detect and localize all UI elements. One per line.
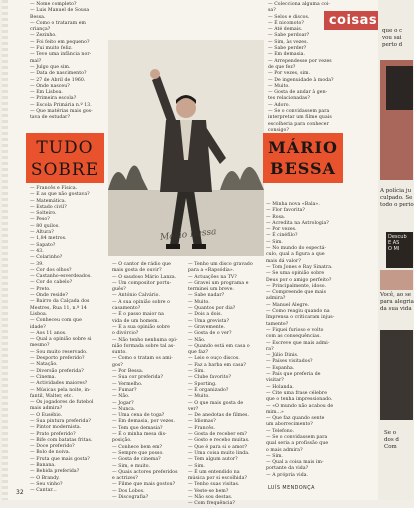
text-line: ver? bbox=[188, 406, 199, 412]
text-line: — Gosta de o ver? bbox=[188, 331, 232, 337]
text-line: — É organizado? bbox=[188, 387, 229, 393]
text-line: — Francês e Física. bbox=[30, 186, 78, 191]
text-line: tamente? bbox=[266, 321, 289, 327]
text-line: — Quando está em casa o bbox=[188, 343, 250, 349]
text-line: — Gosta de receber em? bbox=[188, 432, 247, 438]
text-line: — Muito. bbox=[188, 394, 210, 400]
title-left-line-1: TUDO bbox=[36, 138, 94, 158]
text-line: — De anedotas de filmes. bbox=[188, 413, 250, 419]
text-line: — Muito. bbox=[188, 299, 210, 305]
text-line: posição. bbox=[112, 438, 132, 444]
text-line: que faz? bbox=[188, 350, 209, 356]
text-line: — Bolo de noiva. bbox=[30, 450, 71, 456]
text-line: — Leio e ouço discos. bbox=[188, 356, 240, 362]
text-line: — 80 quilos. bbox=[30, 223, 60, 229]
text-line: que o c bbox=[382, 28, 403, 34]
text-line: culo, qual a figura a que bbox=[266, 252, 325, 258]
text-line: — Escreve que mais admi- bbox=[266, 340, 330, 346]
text-line: — Tem que demasia? bbox=[112, 425, 163, 431]
autograph: Mário Bessa bbox=[159, 227, 217, 243]
text-line: — E a sua opinião sobre bbox=[112, 324, 170, 330]
text-line: — Sporting. bbox=[188, 381, 217, 387]
gutter-shadow bbox=[2, 0, 8, 500]
text-line: — Fruta que mais gosta? bbox=[30, 456, 90, 462]
text-line: — Sua cor preferida? bbox=[112, 375, 164, 381]
text-line: — Diversão preferida? bbox=[30, 368, 84, 374]
text-line: vou sai bbox=[382, 35, 402, 41]
text-line: — Músicas pela noite, in- bbox=[30, 387, 91, 393]
text-line: — Desporto preferido? bbox=[30, 356, 85, 362]
text-line: — Francês. bbox=[188, 425, 216, 431]
text-line: — Não. bbox=[112, 394, 130, 400]
text-line: visitar? bbox=[266, 378, 284, 384]
text-line: Deus por o amigo perfeito? bbox=[266, 277, 332, 283]
text-line: — Os jogadores de futebol bbox=[30, 400, 94, 406]
text-line: de que fez? bbox=[268, 64, 296, 70]
text-line: — Acredita na Astrologia? bbox=[266, 220, 329, 226]
text-line: qual seria a profissão que bbox=[266, 441, 329, 447]
text-line: — Se uma opinião sobre bbox=[266, 271, 325, 277]
text-line: — Seu vinho? bbox=[30, 481, 63, 487]
text-line: — Dois a dois. bbox=[188, 312, 223, 318]
next-page-photo-2 bbox=[380, 270, 413, 290]
text-line: — O saudoso Mário Lanza. bbox=[112, 274, 177, 280]
text-line: — 1,84 metros. bbox=[30, 236, 67, 242]
text-line: — O cantor de rádio que bbox=[112, 262, 171, 267]
text-line: ra? bbox=[266, 346, 274, 352]
text-line: — Que é para si o amor? bbox=[188, 444, 248, 450]
text-line: — Compreende que mais bbox=[266, 290, 327, 296]
text-line: um aborrecimento? bbox=[266, 422, 313, 428]
text-line: — Como reagiu quando na bbox=[266, 309, 330, 315]
text-line: — Sim. bbox=[266, 453, 283, 459]
page-number: 32 bbox=[16, 489, 24, 496]
text-line: — Fumar? bbox=[112, 387, 137, 393]
text-line: — Data de nascimento? bbox=[30, 71, 87, 77]
title-right-line-1: MÁRIO bbox=[268, 138, 338, 157]
text-line: — Sim. bbox=[266, 239, 283, 245]
text-line: Imprensa o criticaram injus- bbox=[266, 315, 335, 321]
text-line: tava de estudar? bbox=[30, 115, 70, 121]
text-line: — É cinéfilo? bbox=[266, 233, 298, 239]
text-line: mais admira? bbox=[30, 406, 63, 412]
text-line: — Sim, às vezes. bbox=[268, 39, 309, 45]
text-line: — Nunca. bbox=[112, 406, 136, 412]
next-page-text-mid bbox=[380, 188, 414, 209]
text-line: — Fui muito feliz. bbox=[30, 46, 73, 52]
next-page-badge bbox=[386, 232, 413, 268]
text-line: — É o minha mesa dis- bbox=[112, 432, 167, 438]
text-line: casamento? bbox=[112, 306, 141, 312]
text-line: Mestres, Rua 11, n.º 14 bbox=[30, 305, 87, 311]
text-line: — Como o tratam os ami- bbox=[112, 356, 173, 362]
text-line: — Filme que mais gostou? bbox=[112, 482, 176, 488]
column-5 bbox=[266, 202, 346, 479]
text-line: — A sua opinião sobre o bbox=[112, 299, 170, 305]
text-line: — Um compositor portu- bbox=[112, 280, 172, 286]
text-line: — Cor do cabelo? bbox=[30, 280, 73, 286]
text-line: — Gravei um programa e bbox=[188, 280, 249, 286]
text-line: — Aos 11 anos. bbox=[30, 330, 67, 336]
text-line: — Tom Jones e Ray Sinatra. bbox=[266, 264, 333, 270]
text-line: — «O mundo não acabou de bbox=[266, 403, 334, 409]
text-line: — No mundo do espectá- bbox=[266, 246, 327, 252]
text-line: — Sempre que posso. bbox=[112, 450, 164, 456]
text-line: — Teve uma infância nor- bbox=[30, 52, 92, 58]
text-line: — Sim, e muito. bbox=[112, 463, 151, 469]
text-line: sa? bbox=[268, 8, 276, 14]
text-line: — Uma coisa muito linda. bbox=[188, 450, 250, 456]
text-line: — Quais actores preferidos bbox=[112, 469, 178, 475]
text-line: idade? bbox=[30, 324, 46, 330]
text-line: — Manuel Alegre. bbox=[266, 302, 310, 308]
text-line: — Jogar? bbox=[112, 400, 134, 406]
text-line: — Zezinho. bbox=[30, 33, 57, 39]
text-line: — Actuações na TV? bbox=[188, 274, 237, 280]
text-line: — Cantar... bbox=[30, 488, 57, 494]
text-line: mais gosta de ouvir? bbox=[112, 268, 162, 274]
text-line: — Por vezes. bbox=[266, 227, 297, 233]
text-line: — Quantos por dia? bbox=[188, 306, 236, 312]
text-line: Com bbox=[384, 444, 397, 450]
text-line: — Conhece bem em? bbox=[112, 444, 163, 450]
text-line: — Pintor modernista. bbox=[30, 425, 82, 431]
text-line: — E as que não gostava? bbox=[30, 192, 90, 198]
text-line: — País que preferia de bbox=[266, 372, 321, 378]
text-line: E AS bbox=[388, 240, 400, 246]
text-line: — Qual a opinião sobre si bbox=[30, 337, 92, 343]
text-line: — 39. bbox=[30, 261, 44, 267]
text-line: — Se o convidassem para bbox=[266, 434, 328, 440]
text-line: — O Eusébio. bbox=[30, 412, 63, 418]
text-line: música por si escolhida? bbox=[188, 476, 247, 482]
text-line: — Uma grevista? bbox=[188, 318, 230, 324]
text-line: — Não. bbox=[188, 337, 206, 343]
text-line: — Em Lisboa. bbox=[30, 90, 63, 96]
column-2-top bbox=[268, 2, 342, 134]
text-line: — Sapato? bbox=[30, 242, 56, 248]
text-line: tes relacionadas? bbox=[268, 96, 310, 102]
text-line: fantil, Walter, etc. bbox=[30, 393, 74, 399]
text-line: — 27 de Abril de 1960. bbox=[30, 77, 86, 83]
text-line: admira? bbox=[266, 296, 286, 302]
text-line: — Tem algum autor? bbox=[188, 457, 238, 463]
text-line: — Países visitados? bbox=[266, 359, 313, 365]
author-byline: LUÍS MENDONÇA bbox=[268, 486, 315, 491]
text-line: — Colarinho? bbox=[30, 255, 63, 261]
text-line: — Onde nasceu? bbox=[30, 83, 70, 89]
text-line: perto d bbox=[382, 42, 403, 48]
column-1-top bbox=[30, 2, 106, 122]
text-line: — Até demais. bbox=[268, 27, 303, 33]
text-line: — Gosta de cinema? bbox=[112, 457, 161, 463]
next-page-photo-1-hair bbox=[386, 66, 413, 110]
text-line: — Que matérias mais gos- bbox=[30, 109, 93, 115]
text-line: — Muito. bbox=[268, 83, 290, 89]
text-line: — Gosto e recebo muitas. bbox=[188, 438, 250, 444]
text-line: — Idiomas? bbox=[188, 419, 216, 425]
text-line: — Uma cena de toga? bbox=[112, 413, 165, 419]
text-line: — Não tenho nenhuma opi- bbox=[112, 337, 178, 343]
text-line: — Minha nova «Bala». bbox=[266, 202, 320, 207]
text-line: — Nome completo? bbox=[30, 2, 77, 7]
text-line: o divórcio? bbox=[112, 331, 139, 337]
text-line: mal? bbox=[30, 58, 42, 64]
text-line: — Matemática. bbox=[30, 198, 67, 204]
text-line: — Bebida preferida? bbox=[30, 469, 80, 475]
text-line: — O que mais gosta de bbox=[188, 400, 244, 406]
column-1-bottom bbox=[30, 186, 108, 495]
text-line: — Primeira escola? bbox=[30, 96, 77, 102]
text-line: — Não sou destas. bbox=[188, 494, 233, 500]
text-line: — Bife com batatas fritas. bbox=[30, 437, 93, 443]
text-line: Descub bbox=[388, 234, 407, 240]
text-line: — Adoro. bbox=[268, 102, 291, 108]
text-line: — Espanha. bbox=[266, 365, 295, 371]
text-line: — Tenho um disco gravado bbox=[188, 262, 253, 267]
text-line: — Como o trataram em bbox=[30, 20, 86, 26]
text-line: todo o perio bbox=[380, 202, 414, 208]
text-line: culpado. Se bbox=[380, 195, 413, 201]
text-line: gos? bbox=[112, 362, 123, 368]
text-line: — Cor dos olhos? bbox=[30, 267, 72, 273]
text-line: A polícia ju bbox=[380, 188, 412, 194]
text-line: — Rosa. bbox=[266, 214, 286, 220]
text-line: — Solteiro. bbox=[30, 211, 57, 217]
text-line: criança? bbox=[30, 27, 51, 33]
text-line: — Escola Primária n.º 13. bbox=[30, 102, 92, 108]
text-line: — Sabe perder? bbox=[268, 46, 307, 52]
title-block-left bbox=[26, 133, 104, 183]
text-line: — António Calvário. bbox=[112, 293, 160, 299]
text-line: — Veste-se bem? bbox=[188, 488, 229, 494]
text-line: — Holanda. bbox=[266, 384, 294, 390]
column-3 bbox=[112, 262, 184, 501]
text-line: portante da vida? bbox=[266, 466, 309, 472]
next-page-edge bbox=[378, 0, 413, 500]
text-line: — Sim. bbox=[188, 463, 205, 469]
text-line: — Dos Lobos. bbox=[112, 488, 145, 494]
text-line: — Actividades maiores? bbox=[30, 381, 88, 387]
next-page-text-top bbox=[382, 28, 402, 49]
text-line: — Selos e discos. bbox=[268, 14, 310, 20]
column-4 bbox=[188, 262, 260, 508]
text-line: — Clube favorito? bbox=[188, 375, 232, 381]
text-line: O MI bbox=[388, 246, 400, 252]
text-line: — Em demasia, por vezes. bbox=[112, 419, 176, 425]
text-line: Você, ao se bbox=[380, 292, 412, 298]
text-line: Lisboa. bbox=[30, 311, 48, 317]
text-line: — Sou muito reservado. bbox=[30, 349, 88, 355]
text-line: — É um entendido na bbox=[188, 469, 240, 475]
text-line: consigo? bbox=[268, 127, 289, 133]
text-line: para alegria bbox=[380, 299, 414, 305]
text-line: mim...» bbox=[266, 409, 284, 415]
text-line: — Vermelho. bbox=[112, 381, 143, 387]
text-line: — A própria vida. bbox=[266, 472, 309, 478]
next-page-text-low bbox=[380, 292, 414, 313]
text-line: — Bairro da Calçada dos bbox=[30, 299, 90, 305]
text-line: vida de um homem. bbox=[112, 318, 160, 324]
text-line: — Preto. bbox=[30, 286, 51, 292]
next-page-photo-3 bbox=[380, 330, 413, 420]
text-line: — É o passo maior na bbox=[112, 312, 164, 318]
text-line: — Banana. bbox=[30, 463, 56, 469]
text-line: guês? bbox=[112, 287, 126, 293]
text-line: — Júlio Dinis. bbox=[266, 353, 299, 359]
text-line: — Com frequência? bbox=[188, 501, 235, 507]
text-line: — Tenho suas visitas. bbox=[188, 482, 240, 488]
text-line: — Prato preferido? bbox=[30, 431, 76, 437]
text-line: terminei um breve. bbox=[188, 287, 235, 293]
title-block-right bbox=[263, 133, 343, 183]
text-line: — Discografia? bbox=[112, 494, 149, 500]
text-line: — Natação. bbox=[30, 362, 58, 368]
text-line: — Doce preferido? bbox=[30, 444, 75, 450]
text-line: — Sabe perdoar? bbox=[268, 33, 310, 39]
title-right-line-2: BESSA bbox=[270, 159, 336, 178]
next-page-text-bottom bbox=[384, 430, 399, 451]
text-line: — Foi feito em pequeno? bbox=[30, 39, 90, 45]
text-line: — Luis Manuel de Sousa bbox=[30, 8, 90, 14]
text-line: mais dá valor? bbox=[266, 258, 301, 264]
text-line: escolheria para conhecer bbox=[268, 121, 329, 127]
text-line: — Flor favorita? bbox=[266, 208, 305, 214]
text-line: — O Brandy. bbox=[30, 475, 60, 481]
text-line: sunto. bbox=[112, 350, 127, 356]
text-line: — Se o convidassem para bbox=[268, 109, 330, 115]
text-line: Se o bbox=[384, 430, 397, 436]
title-left-line-2: SOBRE bbox=[30, 160, 100, 180]
text-line: — Qual a coisa mais im- bbox=[266, 460, 324, 466]
text-line: — Telefono. bbox=[266, 428, 295, 434]
text-line: interpretar um filme quais bbox=[268, 115, 332, 121]
text-line: — Em demasia. bbox=[268, 52, 306, 58]
text-line: para a «Rapsódia». bbox=[188, 268, 235, 274]
text-line: — Gravemente. bbox=[188, 324, 226, 330]
portrait-photo bbox=[108, 40, 264, 256]
text-line: que o tenha impressionado. bbox=[266, 397, 333, 403]
text-line: — Por vezes, sim. bbox=[268, 71, 311, 77]
text-line: — É nicomoto? bbox=[268, 20, 304, 26]
text-line: — Cinema. bbox=[30, 374, 56, 380]
text-line: — 43. bbox=[30, 248, 44, 254]
text-line: — Principalmente, idoso. bbox=[266, 283, 327, 289]
text-line: — Faz a barba em casa? bbox=[188, 362, 246, 368]
text-line: Bessa. bbox=[30, 14, 46, 20]
text-line: nião formada sobre tal as- bbox=[112, 343, 175, 349]
text-line: — Gosta de andar à gen- bbox=[268, 90, 328, 96]
text-line: — Fiquei furioso e volto bbox=[266, 327, 324, 333]
text-line: — Estado civil? bbox=[30, 204, 67, 210]
text-line: — Conheceu com que bbox=[30, 318, 82, 324]
text-line: com as consequências. bbox=[266, 334, 321, 340]
text-line: — De ingenuidade à moda? bbox=[268, 77, 334, 83]
text-line: mesmo? bbox=[30, 343, 50, 349]
text-line: — Sabe nadar? bbox=[188, 293, 225, 299]
text-line: o mais admira? bbox=[266, 447, 303, 453]
text-line: — Altura? bbox=[30, 230, 54, 236]
text-line: — Arrependesse por vezes bbox=[268, 58, 332, 64]
text-line: — Castanho-esverdeados. bbox=[30, 274, 92, 280]
text-line: — Peso? bbox=[30, 217, 50, 223]
text-line: — Sua pintura preferida? bbox=[30, 418, 91, 424]
text-line: — Colecciona alguma coi- bbox=[268, 2, 331, 7]
text-line: e actrizes? bbox=[112, 476, 138, 482]
text-line: — Por Bessa. bbox=[112, 369, 144, 375]
text-line: — Onde reside? bbox=[30, 293, 68, 299]
text-line: dos d bbox=[384, 437, 399, 443]
text-line: da sua vida bbox=[380, 306, 412, 312]
text-line: — Que faz quando sente bbox=[266, 416, 325, 422]
text-line: — Julgo que sim. bbox=[30, 64, 71, 70]
text-line: — Cite uma frase célebre bbox=[266, 390, 328, 396]
text-line: — Sim. bbox=[188, 369, 205, 375]
magazine-logo: coisas bbox=[324, 11, 382, 30]
